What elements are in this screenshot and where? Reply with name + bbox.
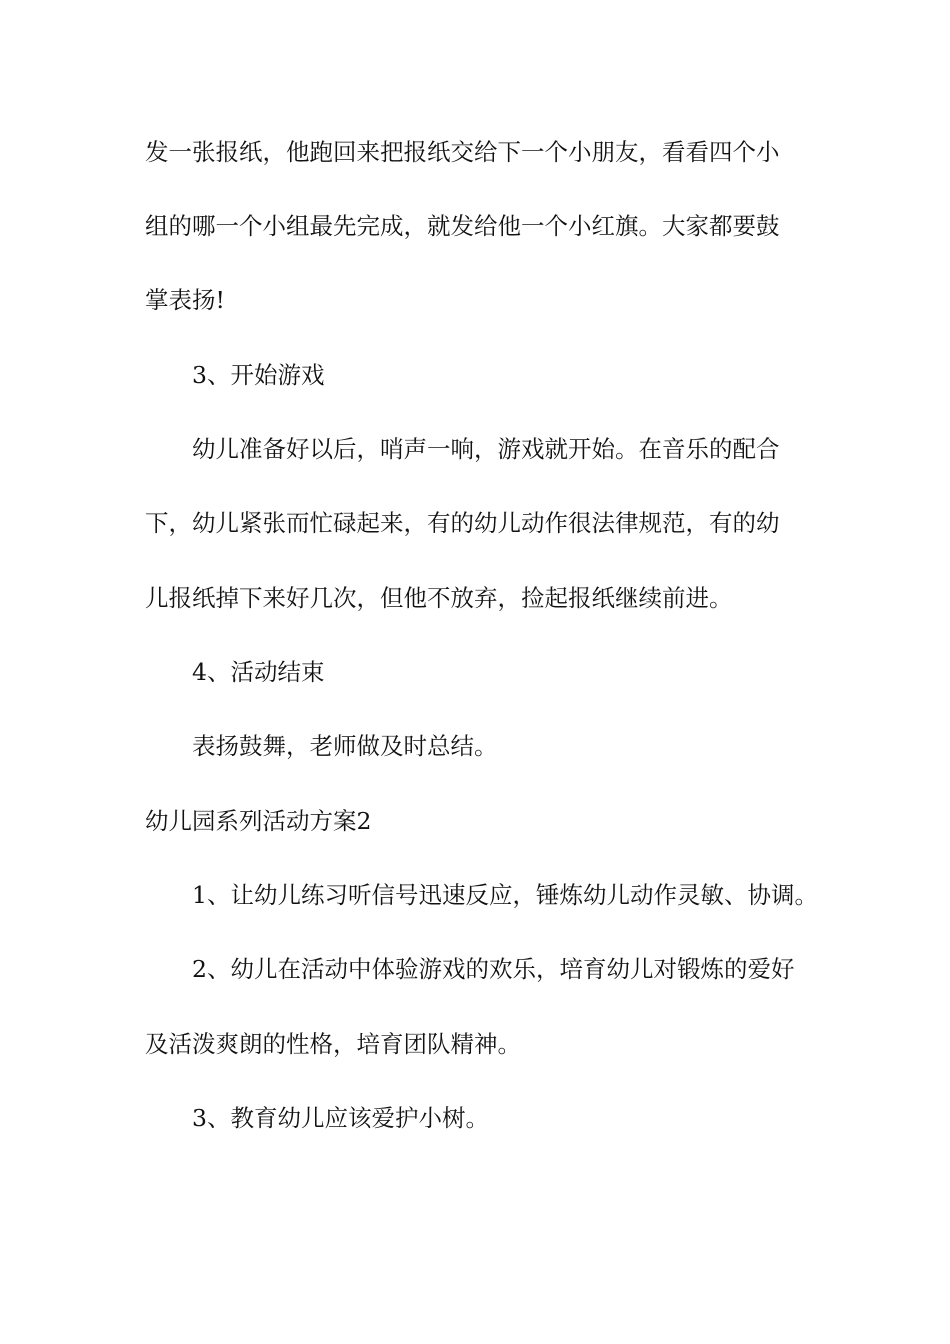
list-item: 1、让幼儿练习听信号迅速反应，锤炼幼儿动作灵敏、协调。 <box>192 881 818 909</box>
document-subtitle: 幼儿园系列活动方案2 <box>145 807 372 835</box>
section-heading: 4、活动结束 <box>192 658 325 686</box>
list-item: 2、幼儿在活动中体验游戏的欢乐，培育幼儿对锻炼的爱好 <box>192 955 795 983</box>
section-heading: 3、开始游戏 <box>192 361 325 389</box>
paragraph-line: 发一张报纸，他跑回来把报纸交给下一个小朋友，看看四个小 <box>145 138 780 166</box>
paragraph-line: 儿报纸掉下来好几次，但他不放弃，捡起报纸继续前进。 <box>145 584 733 612</box>
paragraph-line: 幼儿准备好以后，哨声一响，游戏就开始。在音乐的配合 <box>192 435 780 463</box>
paragraph-line: 表扬鼓舞，老师做及时总结。 <box>192 732 498 760</box>
paragraph-line: 及活泼爽朗的性格，培育团队精神。 <box>145 1030 521 1058</box>
paragraph-line: 掌表扬! <box>145 286 225 314</box>
list-item: 3、教育幼儿应该爱护小树。 <box>192 1104 489 1132</box>
paragraph-line: 下，幼儿紧张而忙碌起来，有的幼儿动作很法律规范，有的幼 <box>145 509 780 537</box>
paragraph-line: 组的哪一个小组最先完成，就发给他一个小红旗。大家都要鼓 <box>145 212 780 240</box>
